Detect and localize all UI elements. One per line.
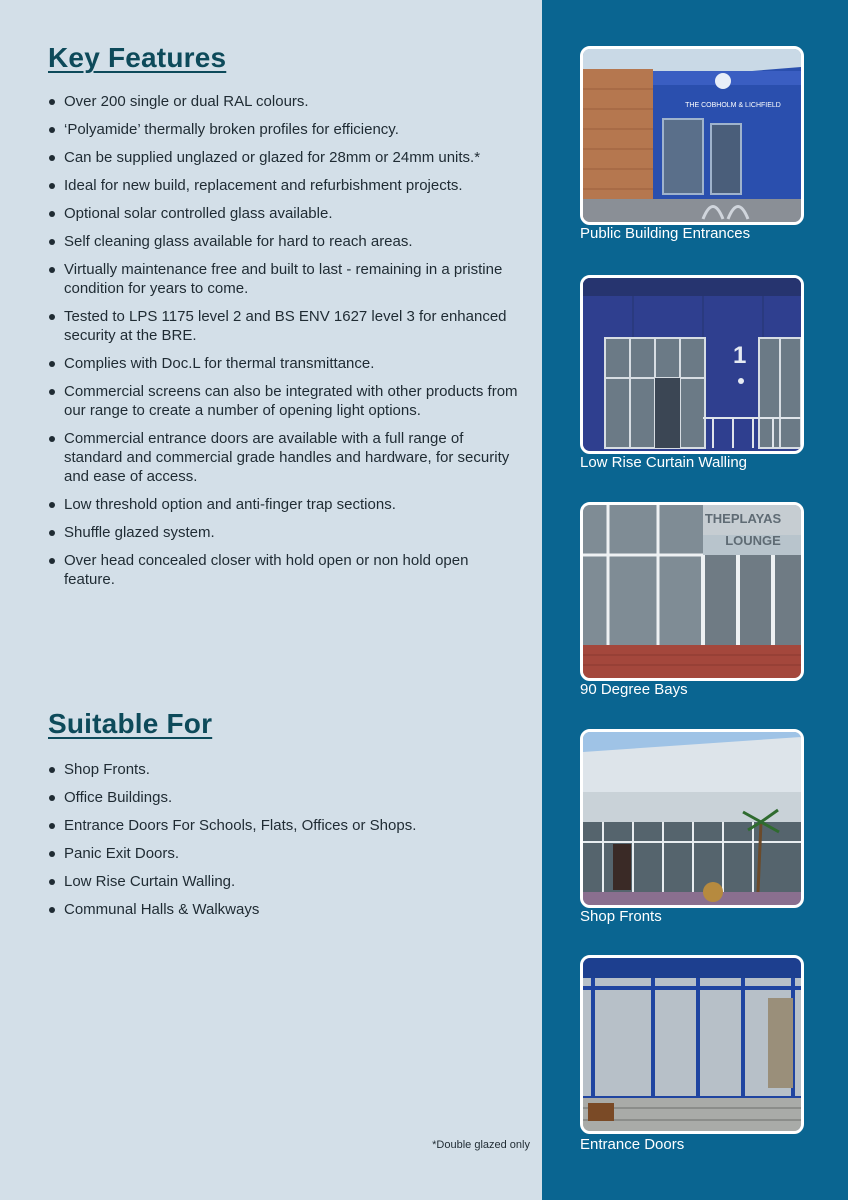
footnote: *Double glazed only xyxy=(432,1139,530,1151)
list-item: Commercial screens can also be integrated with other products from our range to create a number of opening light options. xyxy=(48,382,518,420)
unit-number: 1 xyxy=(733,342,747,369)
list-item: Virtually maintenance free and built to last - remaining in a pristine condition for years to come. xyxy=(48,260,518,298)
photo-public-building-entrance xyxy=(580,46,804,225)
entrance-door-illustration xyxy=(583,958,801,1131)
photo-low-rise-curtain-walling xyxy=(580,275,804,454)
list-item: Can be supplied unglazed or glazed for 28mm or 24mm units.* xyxy=(48,148,518,167)
list-item: Over head concealed closer with hold open or non hold open feature. xyxy=(48,551,518,589)
photo-caption: Shop Fronts xyxy=(580,908,662,925)
list-item: Commercial entrance doors are available with a full range of standard and commercial grade handles and hardware, for security and ease of access. xyxy=(48,429,518,486)
list-item: Optional solar controlled glass available. xyxy=(48,204,518,223)
photo-caption: Public Building Entrances xyxy=(580,225,751,242)
key-features-heading: Key Features xyxy=(48,42,227,73)
sign-text: THE COBHOLM & LICHFIELD xyxy=(685,102,781,109)
photo-90-degree-bays xyxy=(580,502,804,681)
list-item: Communal Halls & Walkways xyxy=(48,900,518,919)
list-item: Tested to LPS 1175 level 2 and BS ENV 1627 level 3 for enhanced security at the BRE. xyxy=(48,307,518,345)
key-features-list xyxy=(48,92,518,598)
photo-caption: Low Rise Curtain Walling xyxy=(580,454,748,471)
suitable-for-heading: Suitable For xyxy=(48,708,213,739)
photo-shop-fronts xyxy=(580,729,804,908)
shop-front-illustration xyxy=(583,732,801,905)
list-item: Ideal for new build, replacement and refurbishment projects. xyxy=(48,176,518,195)
list-item: Low Rise Curtain Walling. xyxy=(48,872,518,891)
list-item: Complies with Doc.L for thermal transmittance. xyxy=(48,354,518,373)
list-item: Low threshold option and anti-finger trap sections. xyxy=(48,495,518,514)
photo-entrance-doors xyxy=(580,955,804,1134)
suitable-for-list xyxy=(48,760,518,928)
sign-text: LOUNGE xyxy=(725,533,781,548)
list-item: Self cleaning glass available for hard to reach areas. xyxy=(48,232,518,251)
bay-window-illustration xyxy=(583,505,801,678)
photo-caption: Entrance Doors xyxy=(580,1136,685,1153)
building-illustration xyxy=(583,49,801,222)
list-item: Office Buildings. xyxy=(48,788,518,807)
sign-text: THEPLAYAS xyxy=(704,511,782,526)
list-item: Shop Fronts. xyxy=(48,760,518,779)
list-item: Over 200 single or dual RAL colours. xyxy=(48,92,518,111)
list-item: Panic Exit Doors. xyxy=(48,844,518,863)
list-item: Shuffle glazed system. xyxy=(48,523,518,542)
list-item: ‘Polyamide’ thermally broken profiles for efficiency. xyxy=(48,120,518,139)
photo-caption: 90 Degree Bays xyxy=(580,681,688,698)
curtain-wall-illustration xyxy=(583,278,801,451)
list-item: Entrance Doors For Schools, Flats, Offices or Shops. xyxy=(48,816,518,835)
